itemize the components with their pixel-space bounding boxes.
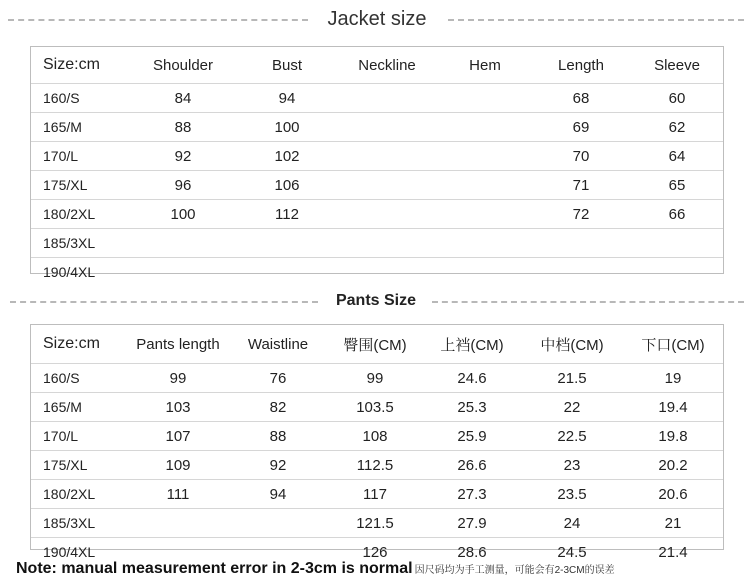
measurement-cell xyxy=(239,258,335,287)
measurement-cell: 26.6 xyxy=(423,451,521,480)
measurement-cell: 24.6 xyxy=(423,364,521,393)
pants-section-header xyxy=(0,286,750,316)
size-column-header: Size:cm xyxy=(43,335,100,352)
divider-line xyxy=(8,19,308,21)
measurement-cell: 84 xyxy=(127,84,239,113)
measurement-cell: 109 xyxy=(127,451,229,480)
jacket-size-title: Jacket size xyxy=(312,4,442,34)
measurement-cell: 71 xyxy=(531,171,631,200)
measurement-cell: 21.5 xyxy=(521,364,623,393)
measurement-cell: 103.5 xyxy=(327,393,423,422)
measurement-cell: 112.5 xyxy=(327,451,423,480)
measurement-cell: 27.9 xyxy=(423,509,521,538)
size-cell: 185/3XL xyxy=(31,509,127,538)
measurement-cell xyxy=(335,171,439,200)
measurement-cell: 19.8 xyxy=(623,422,723,451)
table-header-row xyxy=(31,325,723,364)
table-row xyxy=(31,364,723,393)
size-cell: 180/2XL xyxy=(31,480,127,509)
measurement-cell: 64 xyxy=(631,142,723,171)
table-row xyxy=(31,509,723,538)
measurement-cell: 19.4 xyxy=(623,393,723,422)
measurement-cell: 96 xyxy=(127,171,239,200)
measurement-cell: 24 xyxy=(521,509,623,538)
column-header: Hem xyxy=(469,56,501,74)
measurement-cell: 23.5 xyxy=(521,480,623,509)
size-cell: 165/M xyxy=(31,113,127,142)
measurement-cell xyxy=(335,84,439,113)
measurement-cell: 22 xyxy=(521,393,623,422)
size-cell: 175/XL xyxy=(31,451,127,480)
size-cell: 170/L xyxy=(31,422,127,451)
table-row xyxy=(31,200,723,229)
measurement-cell: 27.3 xyxy=(423,480,521,509)
measurement-cell: 117 xyxy=(327,480,423,509)
measurement-cell xyxy=(439,84,531,113)
measurement-cell xyxy=(127,258,239,287)
divider-line xyxy=(10,301,318,303)
measurement-cell: 88 xyxy=(229,422,327,451)
column-header: Pants length xyxy=(136,335,220,353)
column-header: Bust xyxy=(271,56,302,74)
measurement-cell: 19 xyxy=(623,364,723,393)
column-header: Shoulder xyxy=(152,56,214,74)
divider-line xyxy=(448,19,744,21)
measurement-cell: 94 xyxy=(229,480,327,509)
measurement-cell: 25.3 xyxy=(423,393,521,422)
measurement-cell xyxy=(531,258,631,287)
table-row xyxy=(31,258,723,287)
measurement-cell: 20.2 xyxy=(623,451,723,480)
measurement-cell xyxy=(631,229,723,258)
measurement-cell: 99 xyxy=(127,364,229,393)
measurement-cell xyxy=(439,171,531,200)
measurement-cell: 20.6 xyxy=(623,480,723,509)
size-cell: 170/L xyxy=(31,142,127,171)
measurement-cell xyxy=(335,113,439,142)
size-cell: 160/S xyxy=(31,84,127,113)
measurement-cell xyxy=(239,229,335,258)
measurement-cell xyxy=(439,229,531,258)
note-chinese: 因尺码均为手工测量，可能会有2-3CM的误差 xyxy=(414,565,615,576)
measurement-cell xyxy=(531,229,631,258)
size-cell: 175/XL xyxy=(31,171,127,200)
table-row xyxy=(31,480,723,509)
measurement-cell: 100 xyxy=(127,200,239,229)
table-row xyxy=(31,142,723,171)
measurement-cell: 60 xyxy=(631,84,723,113)
column-header: 下口(CM) xyxy=(641,336,705,354)
measurement-cell: 94 xyxy=(239,84,335,113)
measurement-cell: 24.5 xyxy=(521,538,623,567)
measurement-cell xyxy=(439,258,531,287)
size-cell: 165/M xyxy=(31,393,127,422)
jacket-size-table xyxy=(30,46,724,280)
measurement-cell: 88 xyxy=(127,113,239,142)
measurement-cell xyxy=(335,258,439,287)
divider-line xyxy=(432,301,744,303)
measurement-cell: 107 xyxy=(127,422,229,451)
measurement-cell xyxy=(127,229,239,258)
measurement-cell xyxy=(335,200,439,229)
measurement-cell: 99 xyxy=(327,364,423,393)
measurement-cell: 22.5 xyxy=(521,422,623,451)
measurement-cell: 25.9 xyxy=(423,422,521,451)
measurement-cell xyxy=(439,142,531,171)
table-row xyxy=(31,113,723,142)
measurement-cell: 92 xyxy=(229,451,327,480)
measurement-cell: 68 xyxy=(531,84,631,113)
column-header: Waistline xyxy=(247,335,309,353)
table-header-row xyxy=(31,47,723,84)
measurement-cell: 111 xyxy=(127,480,229,509)
size-cell: 180/2XL xyxy=(31,200,127,229)
measurement-cell xyxy=(229,509,327,538)
measurement-cell: 72 xyxy=(531,200,631,229)
pants-size-title: Pants Size xyxy=(322,286,430,316)
measurement-cell: 121.5 xyxy=(327,509,423,538)
measurement-cell xyxy=(335,229,439,258)
measurement-cell: 28.6 xyxy=(423,538,521,567)
column-header: Length xyxy=(558,56,604,74)
column-header: Neckline xyxy=(358,56,416,74)
measurement-note xyxy=(16,556,615,582)
measurement-cell: 92 xyxy=(127,142,239,171)
table-row xyxy=(31,422,723,451)
measurement-cell: 21.4 xyxy=(623,538,723,567)
measurement-cell xyxy=(127,509,229,538)
measurement-cell: 100 xyxy=(239,113,335,142)
measurement-cell: 106 xyxy=(239,171,335,200)
size-cell: 160/S xyxy=(31,364,127,393)
measurement-cell: 23 xyxy=(521,451,623,480)
table-row xyxy=(31,451,723,480)
measurement-cell: 103 xyxy=(127,393,229,422)
measurement-cell: 70 xyxy=(531,142,631,171)
column-header: 上裆(CM) xyxy=(440,336,504,354)
table-row xyxy=(31,84,723,113)
column-header: 臀围(CM) xyxy=(343,336,407,354)
measurement-cell xyxy=(439,113,531,142)
table-row xyxy=(31,393,723,422)
pants-size-table xyxy=(30,324,724,561)
table-row xyxy=(31,229,723,258)
measurement-cell xyxy=(439,200,531,229)
table-row xyxy=(31,171,723,200)
measurement-cell xyxy=(631,258,723,287)
size-cell: 185/3XL xyxy=(31,229,127,258)
measurement-cell xyxy=(335,142,439,171)
column-header: Sleeve xyxy=(654,56,700,74)
measurement-cell: 82 xyxy=(229,393,327,422)
measurement-cell: 65 xyxy=(631,171,723,200)
measurement-cell: 69 xyxy=(531,113,631,142)
measurement-cell: 62 xyxy=(631,113,723,142)
jacket-section-header xyxy=(0,4,750,34)
column-header: 中档(CM) xyxy=(540,336,604,354)
measurement-cell: 21 xyxy=(623,509,723,538)
size-cell: 190/4XL xyxy=(31,538,127,567)
size-cell: 190/4XL xyxy=(31,258,127,287)
measurement-cell: 76 xyxy=(229,364,327,393)
size-column-header: Size:cm xyxy=(43,56,100,73)
measurement-cell: 126 xyxy=(327,538,423,567)
measurement-cell: 112 xyxy=(239,200,335,229)
measurement-cell: 102 xyxy=(239,142,335,171)
measurement-cell: 108 xyxy=(327,422,423,451)
note-english: Note: manual measurement error in 2-3cm is normal xyxy=(16,560,413,577)
measurement-cell: 66 xyxy=(631,200,723,229)
